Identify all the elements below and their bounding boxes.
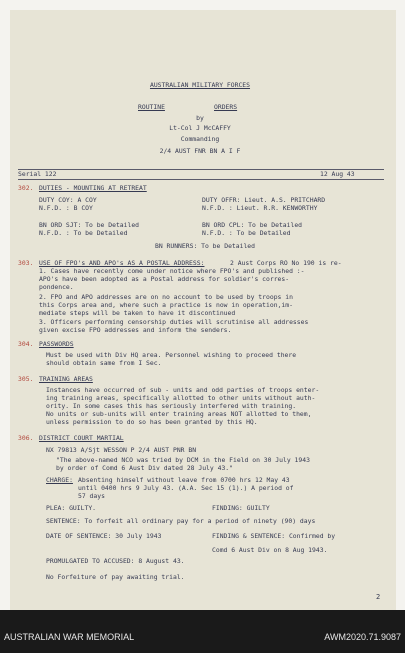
charge-line: Absenting himself without leave from 0700 hrs 12 May 43 [78,476,290,484]
header-commanding: Commanding [180,135,220,143]
nfd-cpl: N.F.D. : To be Detailed [202,229,291,237]
header-orders: ORDERS [214,103,238,111]
charge-line: 57 days [78,492,105,500]
section-number: 306. [18,434,34,442]
training-line: ority. In some cases this has seriously interfered with training. [46,402,297,410]
finding-and-sentence: FINDING & SENTENCE: Confirmed by [212,532,336,540]
training-line: unless permission to do so has been granted by this HQ. [46,418,258,426]
header-by: by [196,114,204,122]
date-of-sentence: DATE OF SENTENCE: 30 July 1943 [46,532,162,540]
section-title-passwords: PASSWORDS [39,340,74,348]
training-line: Instances have occurred of sub - units and odd parties of troops enter- [46,386,320,394]
trial-line: by order of Comd 6 Aust Div dated 28 July 43." [56,464,233,472]
order-date: 12 Aug 43 [320,170,355,178]
confirmation: Comd 6 Aust Div on 8 Aug 1943. [212,546,328,554]
postal-line: given excise FPO addresses and inform the senders. [39,326,232,334]
duty-offr: DUTY OFFR: Lieut. A.S. PRITCHARD [202,196,326,204]
header-routine: ROUTINE [138,103,165,111]
footer-bar [0,610,405,653]
postal-line: 1. Cases have recently come under notice where FPO's and published :- [39,267,305,275]
plea: PLEA: GUILTY. [46,504,97,512]
section-title-court-martial: DISTRICT COURT MARTIAL [39,434,124,442]
section-title-training: TRAINING AREAS [39,375,93,383]
divider [18,179,384,180]
duty-coy: DUTY COY: A COY [39,196,97,204]
section-number: 304. [18,340,34,348]
section-title-duties: DUTIES - MOUNTING AT RETREAT [39,184,147,192]
trial-line: "The above-named NCO was tried by DCM in the Field on 30 July 1943 [56,456,310,464]
nfd-offr: N.F.D. : Lieut. R.R. KENWORTHY [202,204,318,212]
nfd-coy: N.F.D. : B COY [39,204,93,212]
postal-line: APO's have been adopted as a Postal address for soldier's corres- [39,275,290,283]
charge-label: CHARGE: [46,476,73,484]
promulgated: PROMULGATED TO ACCUSED: 8 August 43. [46,557,185,565]
finding: FINDING: GUILTY [212,504,270,512]
charge-line: until 0400 hrs 9 July 43. (A.A. Sec 15 (1).) A period of [78,484,294,492]
passwords-line: should obtain same from I Sec. [46,359,162,367]
nfd-sjt: N.F.D. : To be Detailed [39,229,128,237]
footer-institution: AUSTRALIAN WAR MEMORIAL [4,632,135,642]
sentence: SENTENCE: To forfeit all ordinary pay for a period of ninety (90) days [46,517,316,525]
passwords-line: Must be used with Div HQ area. Personnel wishing to proceed there [46,351,297,359]
training-line: No units or sub-units will enter training areas NOT allotted to them, [46,410,312,418]
postal-line: 3. Officers performing censorship duties will scrutinise all addresses [39,318,309,326]
header-unit: 2/4 AUST FNR BN A I F [159,147,241,155]
bn-ord-sjt: BN ORD SJT: To be Detailed [39,221,140,229]
training-line: ing training areas, specifically allotted to other units without auth- [46,394,316,402]
postal-line: this Corps area and, where such a practice is now in operation,im- [39,301,293,309]
footer-accession: AWM2020.71.9087 [324,632,401,642]
postal-line: pondence. [39,283,74,291]
header-title: AUSTRALIAN MILITARY FORCES [149,81,251,89]
bn-ord-cpl: BN ORD CPL: To be Detailed [202,221,303,229]
bn-runners: BN RUNNERS: To be Detailed [154,242,256,250]
forfeiture: No Forfeiture of pay awaiting trial. [46,573,185,581]
accused-line: NX 79813 A/Sjt WESSON P 2/4 AUST PNR BN [46,446,197,454]
section-title-postal: USE OF FPO's AND APO's AS A POSTAL ADDRESS: [39,259,205,267]
postal-line: 2. FPO and APO addresses are on no account to be used by troops in [39,293,293,301]
section-number: 302. [18,184,34,192]
postal-line: mediate steps will be taken to have it discontinued [39,309,236,317]
postal-ref: 2 Aust Corps RO No 190 is re- [230,259,342,267]
page-mark: 2 [376,593,381,601]
serial-number: Serial 122 [18,170,57,178]
section-number: 303. [18,259,34,267]
section-number: 305. [18,375,34,383]
header-officer: Lt-Col J McCAFFY [169,124,231,132]
